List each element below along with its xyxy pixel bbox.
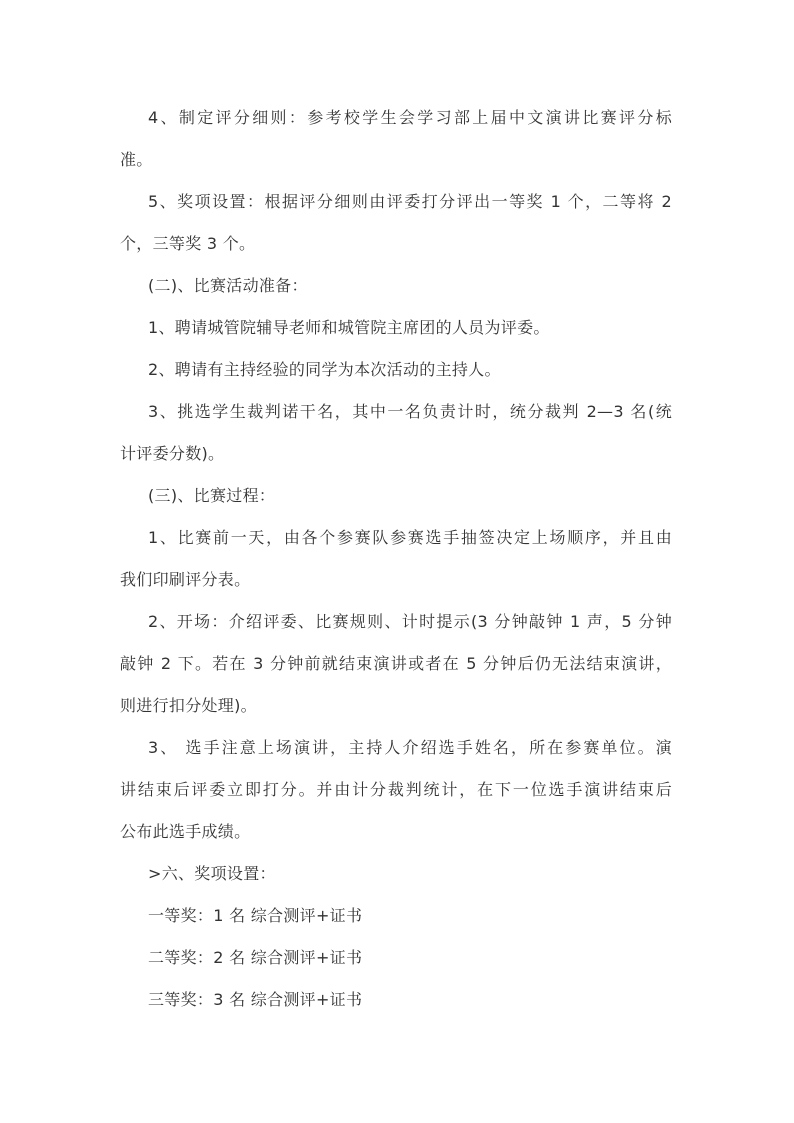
paragraph-invite-judges: 1、聘请城管院辅导老师和城管院主席团的人员为评委。 — [148, 318, 550, 337]
paragraph-opening: 2、开场：介绍评委、比赛规则、计时提示(3 分钟敲钟 1 声，5 分钟 — [148, 612, 672, 631]
paragraph-speech-cont-2: 公布此选手成绩。 — [120, 822, 251, 841]
section-heading-awards: >六、奖项设置： — [148, 864, 276, 883]
paragraph-scoring-rules-cont: 准。 — [120, 150, 153, 169]
paragraph-opening-cont-1: 敲钟 2 下。若在 3 分钟前就结束演讲或者在 5 分钟后仍无法结束演讲， — [120, 654, 672, 673]
award-second-prize: 二等奖：2 名 综合测评+证书 — [148, 948, 363, 967]
section-heading-process: (三)、比赛过程： — [148, 486, 276, 505]
paragraph-draw-lots: 1、比赛前一天，由各个参赛队参赛选手抽签决定上场顺序，并且由 — [148, 528, 672, 547]
paragraph-select-referees: 3、挑选学生裁判诺干名，其中一名负责计时，统分裁判 2—3 名(统 — [148, 402, 672, 421]
paragraph-invite-host: 2、聘请有主持经验的同学为本次活动的主持人。 — [148, 360, 501, 379]
paragraph-select-referees-cont: 计评委分数)。 — [120, 444, 225, 463]
paragraph-scoring-rules: 4、制定评分细则：参考校学生会学习部上届中文演讲比赛评分标 — [148, 108, 672, 127]
paragraph-opening-cont-2: 则进行扣分处理)。 — [120, 696, 257, 715]
paragraph-speech: 3、 选手注意上场演讲，主持人介绍选手姓名，所在参赛单位。演 — [148, 738, 672, 757]
award-first-prize: 一等奖：1 名 综合测评+证书 — [148, 906, 363, 925]
paragraph-speech-cont-1: 讲结束后评委立即打分。并由计分裁判统计，在下一位选手演讲结束后 — [120, 780, 672, 799]
paragraph-award-setting: 5、奖项设置：根据评分细则由评委打分评出一等奖 1 个，二等将 2 — [148, 192, 672, 211]
paragraph-draw-lots-cont: 我们印刷评分表。 — [120, 570, 251, 589]
award-third-prize: 三等奖：3 名 综合测评+证书 — [148, 990, 363, 1009]
section-heading-preparation: (二)、比赛活动准备： — [148, 276, 308, 295]
paragraph-award-setting-cont: 个，三等奖 3 个。 — [120, 234, 256, 253]
